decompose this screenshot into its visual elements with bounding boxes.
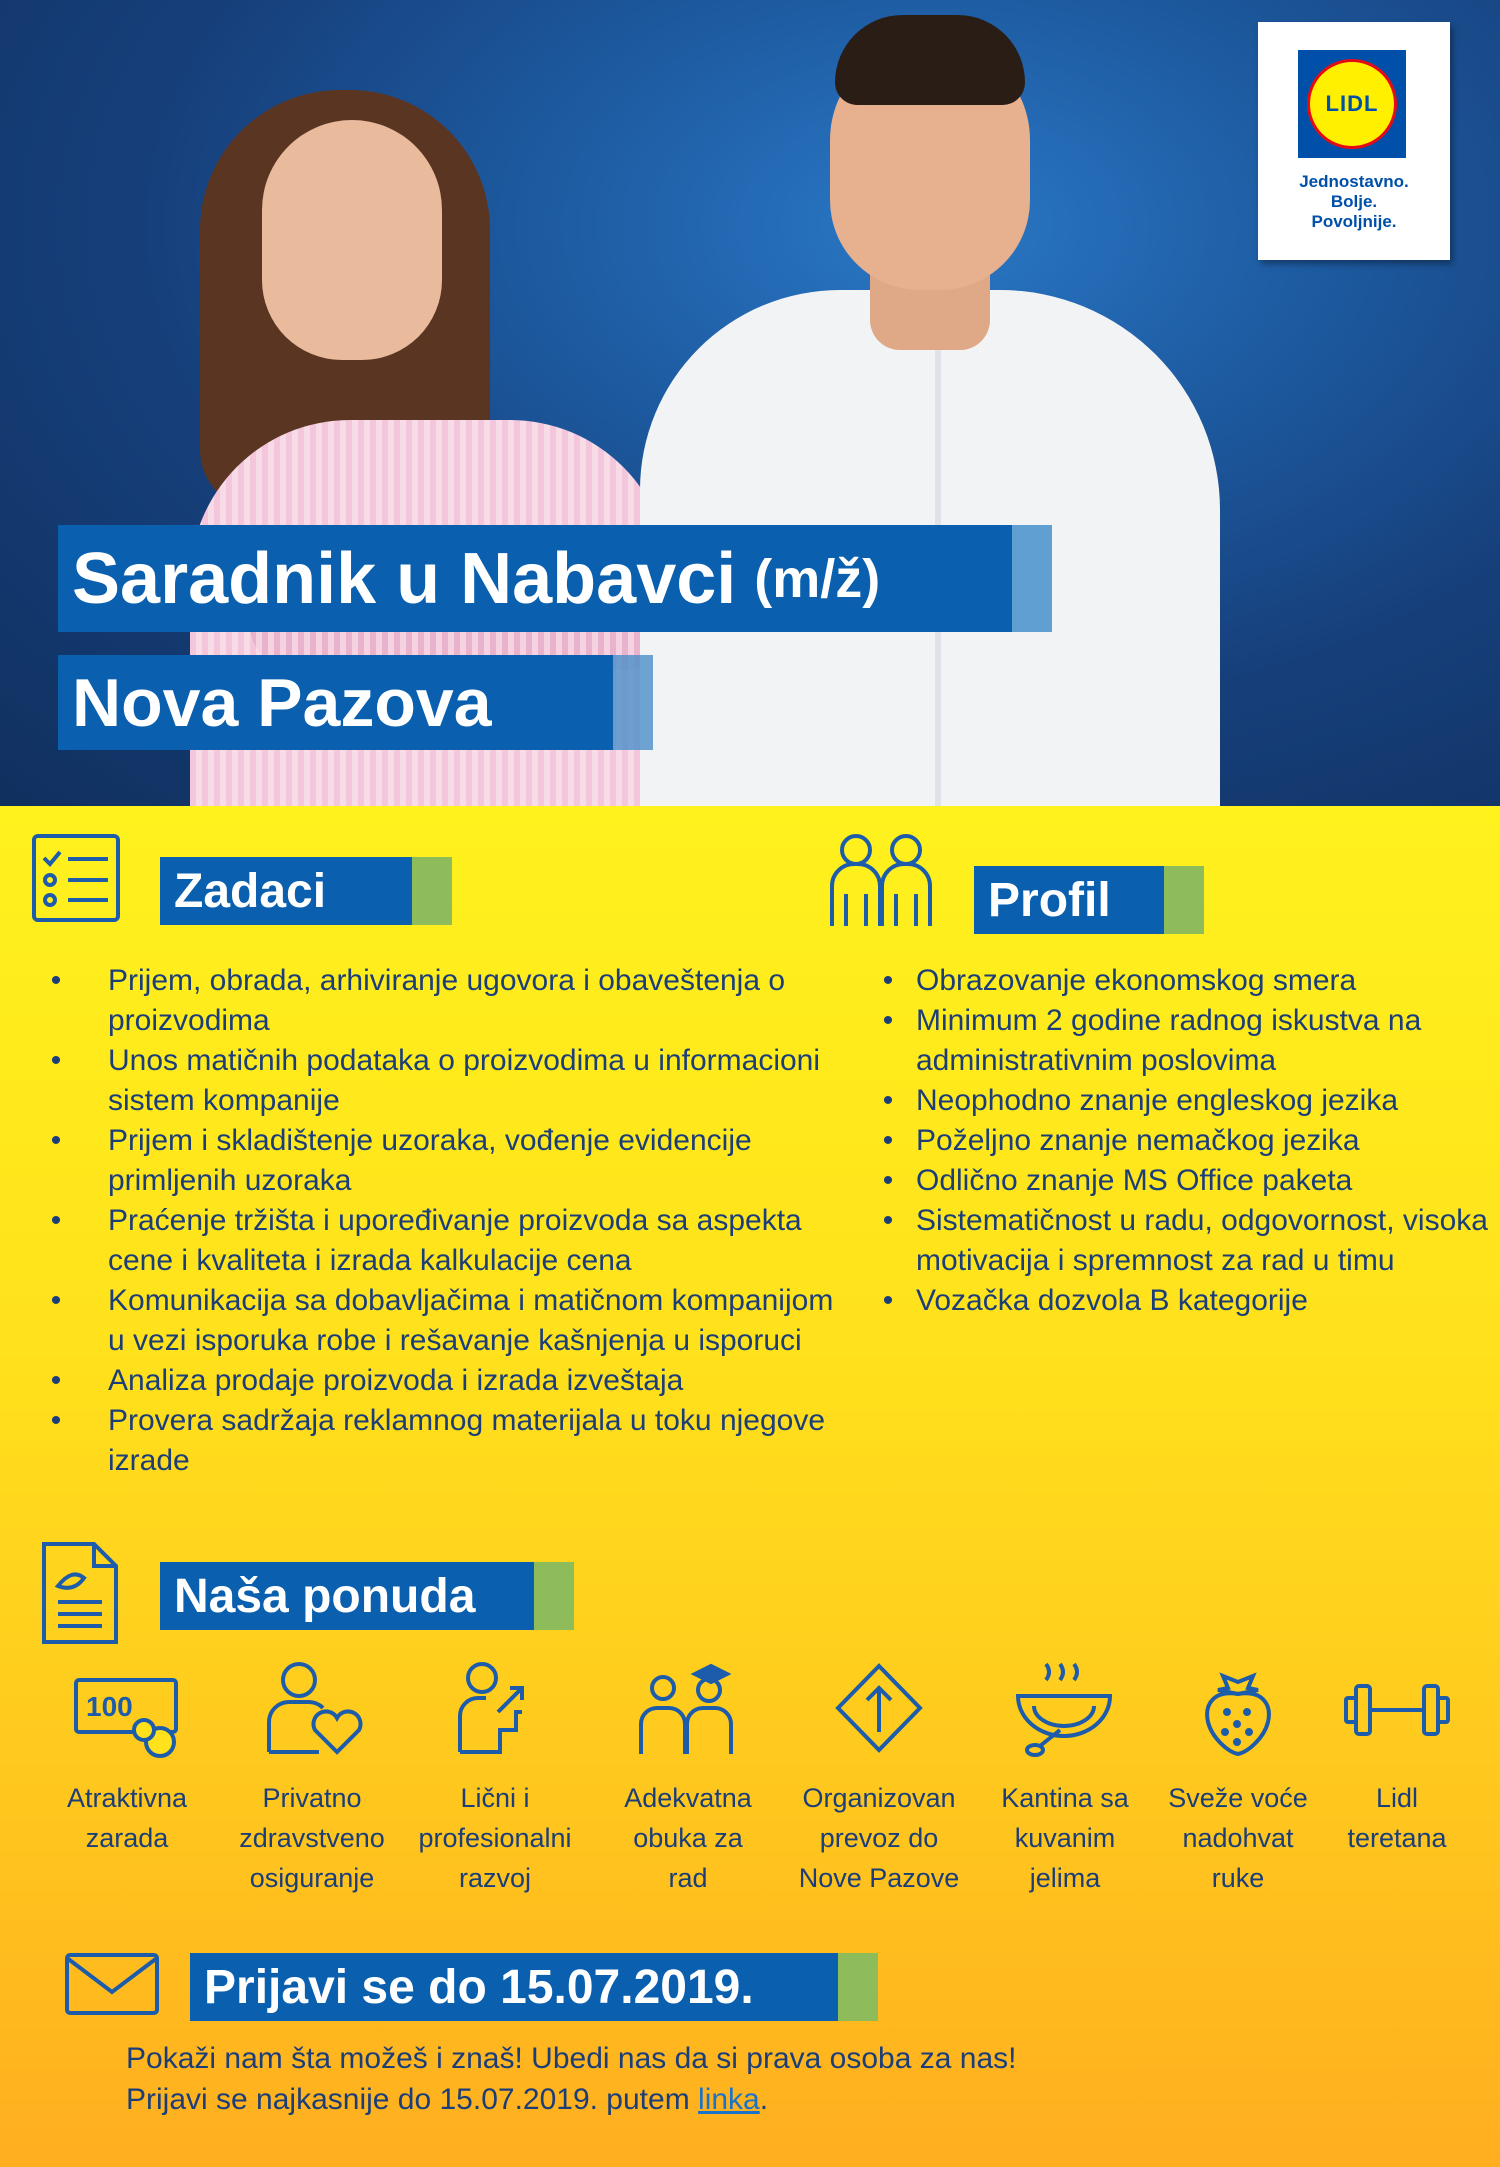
benefit-label-line: kuvanim	[1014, 1823, 1116, 1853]
benefit-label	[1302, 1778, 1492, 1858]
tasks-header-accent	[412, 857, 452, 925]
transport-icon	[824, 1660, 934, 1760]
profile-list	[878, 961, 1498, 1321]
fruit-icon	[1183, 1660, 1293, 1760]
list-item: • Neophodno znanje engleskog jezika	[878, 1081, 1498, 1121]
apply-link[interactable]: linka	[698, 2083, 760, 2116]
canteen-icon	[1010, 1660, 1120, 1760]
benefit-label-line: Atraktivna	[66, 1783, 188, 1813]
benefit-label-line: Kantina sa	[1001, 1783, 1129, 1813]
benefit-label-line: Lični i	[460, 1783, 530, 1813]
benefit-item	[217, 1660, 407, 1898]
list-item: • Unos matičnih podataka o proizvodima u informacioni sistem kompanije	[46, 1041, 836, 1121]
benefit-label-line: obuka za	[633, 1823, 743, 1853]
document-icon	[40, 1540, 120, 1646]
benefit-label-line: prevoz do	[819, 1823, 939, 1853]
hero-banner	[0, 0, 1500, 806]
location-bar	[58, 655, 613, 750]
list-item: • Vozačka dozvola B kategorije	[878, 1281, 1498, 1321]
list-item: • Sistematičnost u radu, odgovornost, visoka motivacija i spremnost za rad u timu	[878, 1201, 1498, 1281]
benefit-label-line: osiguranje	[249, 1863, 375, 1893]
benefit-label	[32, 1778, 222, 1858]
benefit-label-line: rad	[668, 1863, 708, 1893]
location-bar-accent	[613, 655, 653, 750]
job-title-bar	[58, 525, 1012, 632]
benefit-item	[970, 1660, 1160, 1898]
benefit-item	[1302, 1660, 1492, 1858]
benefit-label	[970, 1778, 1160, 1898]
job-title: Saradnik u Nabavci	[72, 538, 737, 619]
growth-icon	[440, 1660, 550, 1760]
apply-line-1: Pokaži nam šta možeš i znaš! Ubedi nas da si prava osoba za nas!	[126, 2042, 1017, 2075]
people-icon	[826, 830, 938, 930]
benefit-label	[784, 1778, 974, 1898]
benefit-label-line: jelima	[1029, 1863, 1101, 1893]
slogan-line-3: Povoljnije.	[1311, 212, 1397, 231]
list-item: • Komunikacija sa dobavljačima i matičnom kompanijom u vezi isporuka robe i rešavanje kašnjenja u isporuci	[46, 1281, 836, 1361]
training-icon	[633, 1660, 743, 1760]
health-icon	[257, 1660, 367, 1760]
tasks-title: Zadaci	[174, 864, 327, 918]
man-hair	[835, 15, 1025, 105]
benefit-label	[400, 1778, 590, 1898]
logo-slogan	[1258, 172, 1450, 232]
benefit-label-line: ruke	[1211, 1863, 1265, 1893]
profile-header	[974, 866, 1164, 934]
tasks-header	[160, 857, 412, 925]
benefit-label-line: Sveže voće	[1168, 1783, 1308, 1813]
benefit-label-line: teretana	[1347, 1823, 1447, 1853]
list-item: • Minimum 2 godine radnog iskustva na administrativnim poslovima	[878, 1001, 1498, 1081]
apply-title: Prijavi se do 15.07.2019.	[204, 1960, 754, 2014]
benefit-item	[593, 1660, 783, 1898]
profile-title: Profil	[988, 873, 1111, 927]
apply-line-2-text: Prijavi se najkasnije do 15.07.2019. putem	[126, 2083, 699, 2116]
benefit-label	[217, 1778, 407, 1898]
benefit-item	[32, 1660, 222, 1858]
benefit-item	[784, 1660, 974, 1898]
offer-title: Naša ponuda	[174, 1569, 476, 1623]
offer-header	[160, 1562, 534, 1630]
list-item: • Obrazovanje ekonomskog smera	[878, 961, 1498, 1001]
benefit-label-line: nadohvat	[1182, 1823, 1294, 1853]
apply-line-2	[126, 2079, 1016, 2120]
svg-text:100: 100	[86, 1691, 133, 1722]
benefit-label	[593, 1778, 783, 1898]
benefit-label-line: Adekvatna	[624, 1783, 752, 1813]
offer-header-accent	[534, 1562, 574, 1630]
logo-square	[1298, 50, 1406, 158]
slogan-line-2: Bolje.	[1330, 192, 1378, 211]
logo-brand: LIDL	[1325, 91, 1379, 116]
gym-icon	[1342, 1660, 1452, 1760]
apply-header-accent	[838, 1953, 878, 2021]
list-item: • Provera sadržaja reklamnog materijala u toku njegove izrade	[46, 1401, 836, 1481]
list-item: • Odlično znanje MS Office paketa	[878, 1161, 1498, 1201]
checklist-icon	[30, 832, 122, 924]
list-item: • Prijem, obrada, arhiviranje ugovora i obaveštenja o proizvodima	[46, 961, 836, 1041]
job-title-suffix: (m/ž)	[754, 548, 881, 609]
benefit-label-line: Privatno	[262, 1783, 362, 1813]
title-bar-accent	[1012, 525, 1052, 632]
benefit-label-line: zarada	[85, 1823, 169, 1853]
tasks-list	[46, 961, 836, 1481]
slogan-line-1: Jednostavno.	[1299, 172, 1409, 191]
list-item: • Poželjno znanje nemačkog jezika	[878, 1121, 1498, 1161]
benefit-item	[400, 1660, 590, 1898]
apply-header	[190, 1953, 838, 2021]
benefit-label-line: Lidl	[1375, 1783, 1419, 1813]
benefit-label-line: profesionalni	[418, 1823, 572, 1853]
list-item: • Praćenje tržišta i upoređivanje proizvoda sa aspekta cene i kvaliteta i izrada kalkulacije cena	[46, 1201, 836, 1281]
apply-line-2-end: .	[759, 2083, 769, 2116]
woman-face	[262, 120, 442, 360]
benefit-label-line: razvoj	[458, 1863, 532, 1893]
apply-text	[126, 2038, 1016, 2120]
benefit-label-line: Nove Pazove	[798, 1863, 960, 1893]
logo-circle	[1307, 59, 1397, 149]
envelope-icon	[64, 1952, 160, 2016]
lidl-logo	[1258, 22, 1450, 260]
list-item: • Analiza prodaje proizvoda i izrada izveštaja	[46, 1361, 836, 1401]
money-icon	[72, 1660, 182, 1760]
benefit-label-line: Organizovan	[802, 1783, 956, 1813]
job-location: Nova Pazova	[72, 664, 492, 741]
list-item: • Prijem i skladištenje uzoraka, vođenje evidencije primljenih uzoraka	[46, 1121, 836, 1201]
benefits-row	[40, 1660, 1480, 1920]
benefit-label-line: zdravstveno	[239, 1823, 385, 1853]
profile-header-accent	[1164, 866, 1204, 934]
